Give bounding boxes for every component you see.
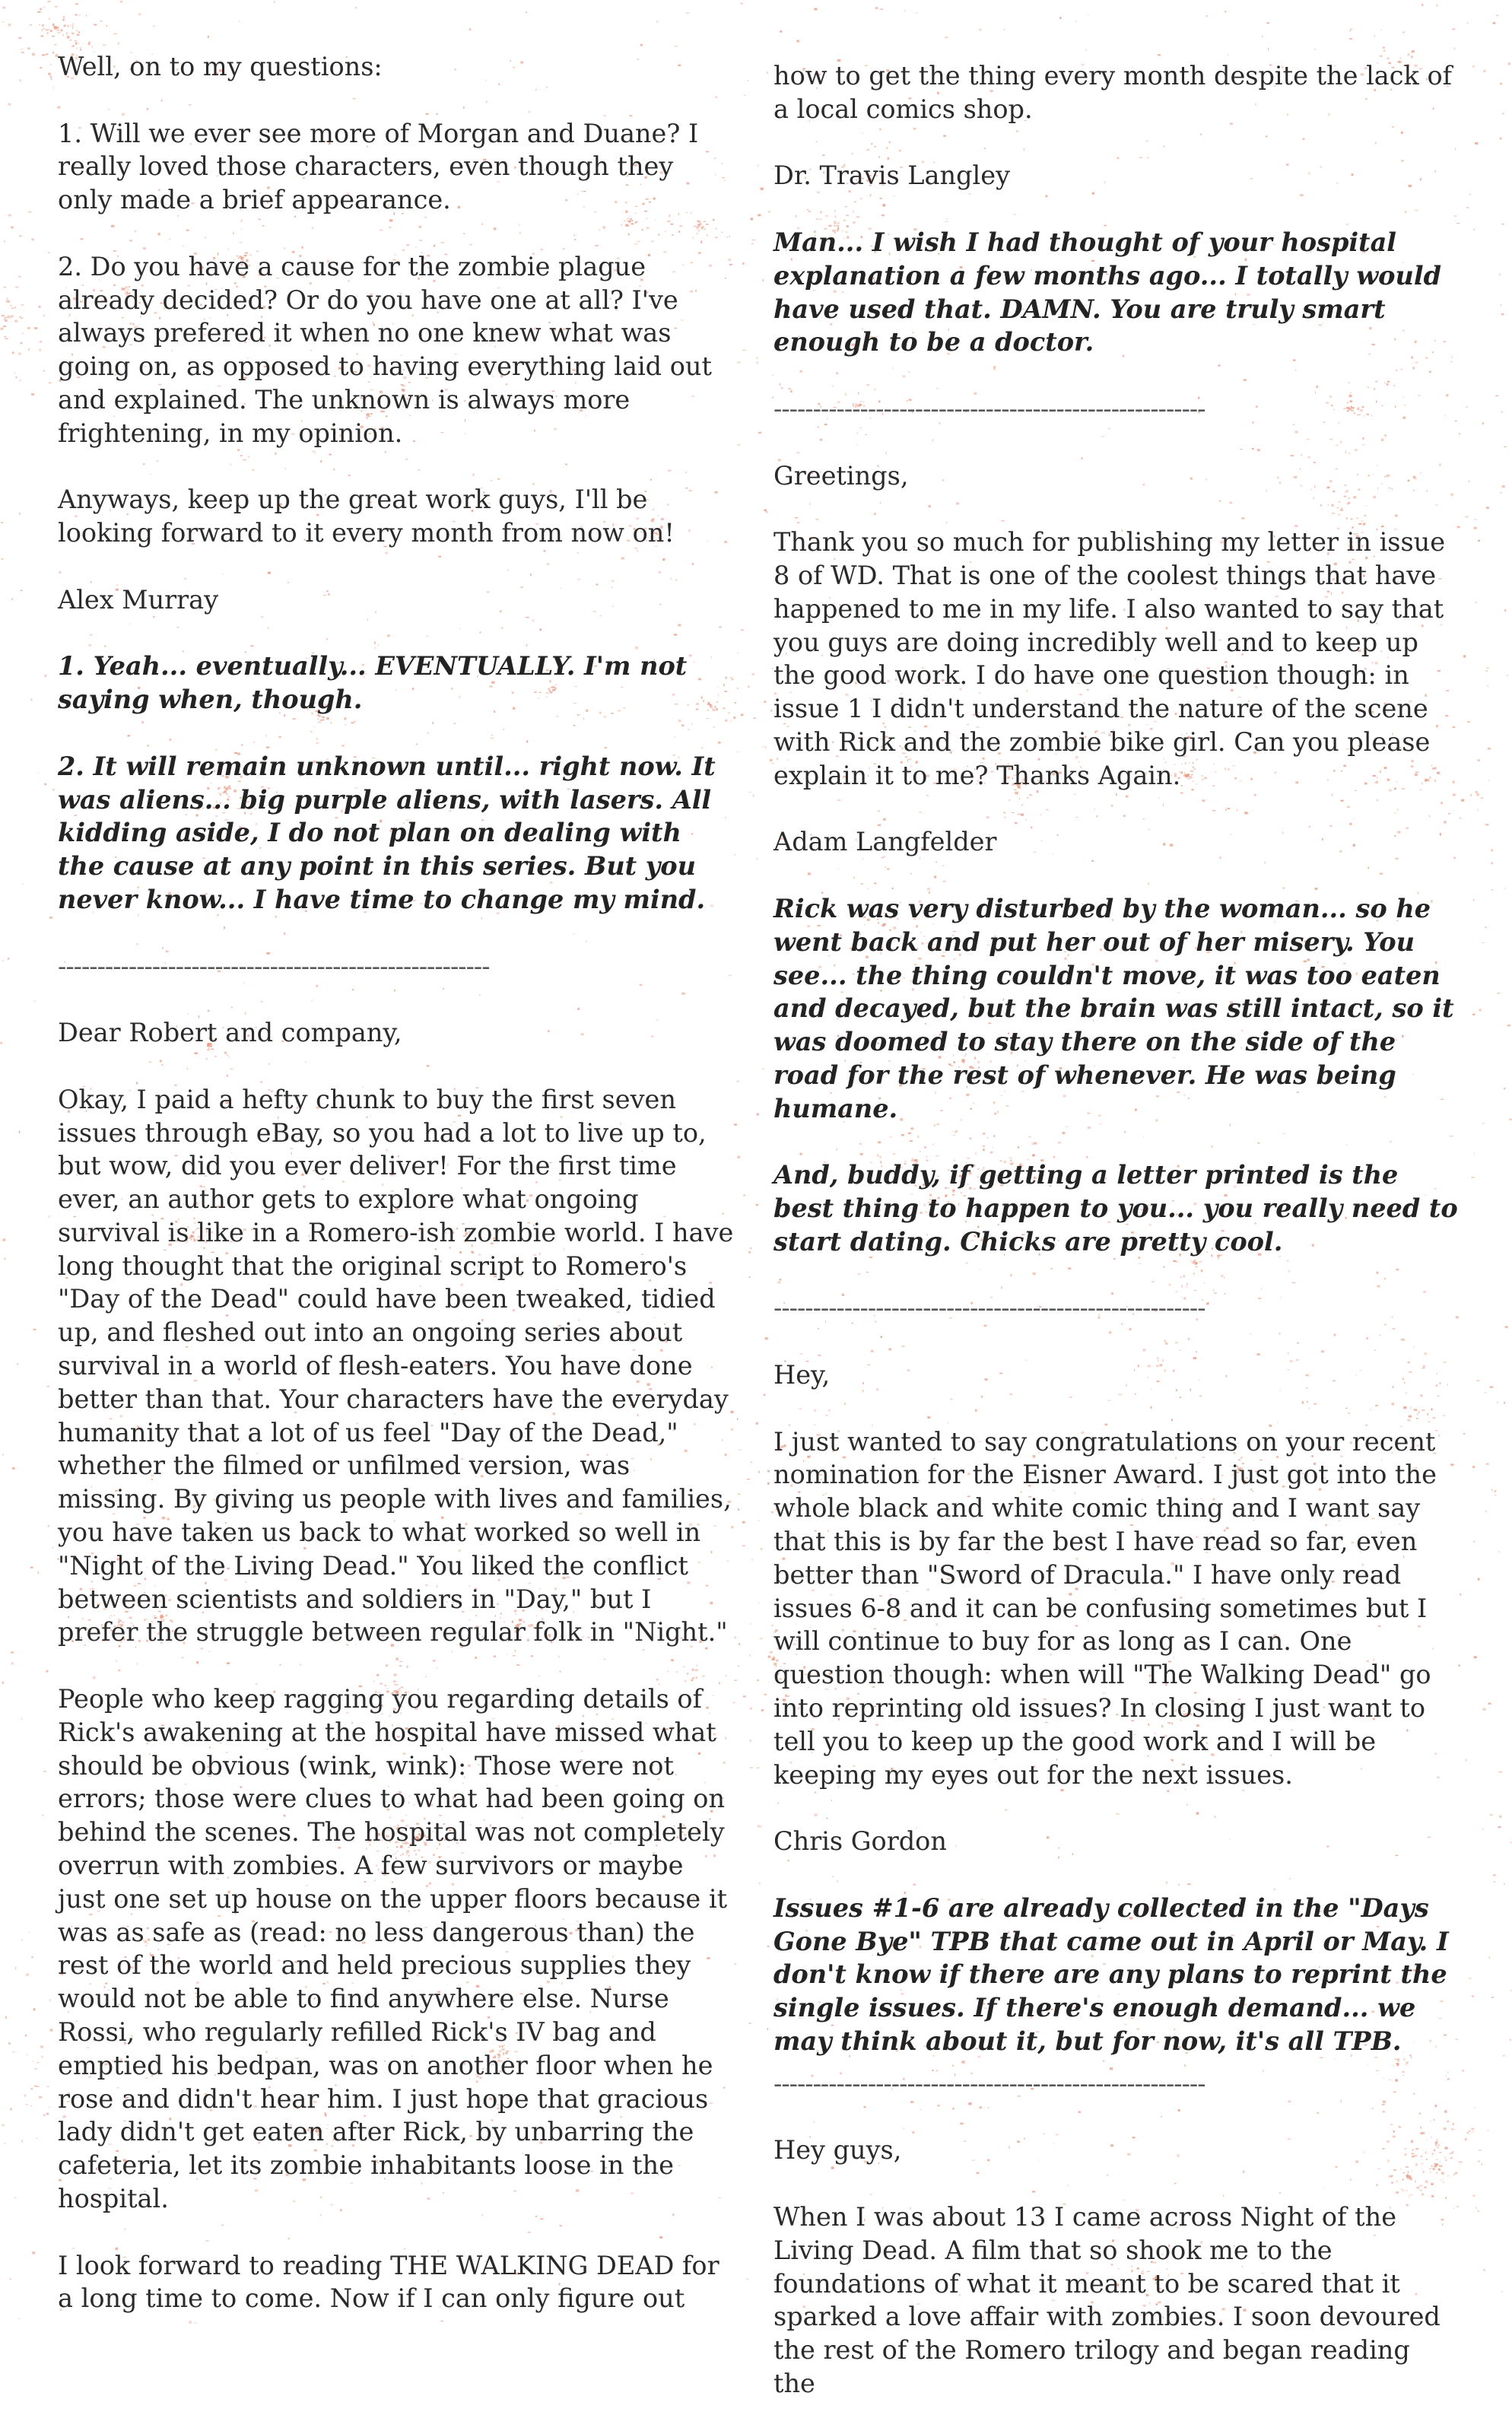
letter-paragraph: People who keep ragging you regarding details of Rick's awakening at the hospital have missed what should be obvious (wink, wink): Those were not errors; those were clues to what had been going on behind the scenes. The hospital was not completely overrun with zombies. A few survivors or maybe just one set up house on the upper floors because it was as safe as (read: no less dangerous than) the rest of the world and held precious supplies they would not be able to find anywhere else. Nurse Rossi, who regularly refilled Rick's IV bag and emptied his bedpan, was on another floor when he rose and didn't hear him. I just hope that gracious lady didn't get eaten after Rick, by unbarring the cafeteria, let its zombie inhabitants loose in the hospital. [58, 1684, 728, 2213]
letter-paragraph: Hey, [773, 1360, 831, 1390]
letter-paragraph: I just wanted to say congratulations on your recent nomination for the Eisner Award. I just got into the whole black and white comic thing and I want say that this is by far the best I have read so far, even better than "Sword of Dracula." I have only read issues 6-8 and it can be confusing sometimes but I will continue to buy for as long as I can. One question though: when will "The Walking Dead" go into reprinting old issues? In closing I just want to tell you to keep up the good work and I will be keeping my eyes out for the next issues. [773, 1426, 1437, 1790]
letter-signature: Dr. Travis Langley [773, 160, 1011, 191]
editor-reply: Issues #1-6 are already collected in the "Days Gone Bye" TPB that came out in April or May. I don't know if there are any plans to reprint the single issues. If there's enough demand... we may think about it, but for now, it's all TPB. [773, 1892, 1449, 2057]
letter-paragraph: Anyways, keep up the great work guys, I'll be looking forward to it every month from now on! [58, 485, 675, 548]
section-divider: ------------------------------------------------------- [773, 1293, 1205, 1323]
letter-paragraph: Okay, I paid a hefty chunk to buy the first seven issues through eBay, so you had a lot to live up to, but wow, did you ever deliver! For the first time ever, an author gets to explore what ongoing survival is like in a Romero-ish zombie world. I have long thought that the original script to Romero's "Day of the Dead" could have been tweaked, tidied up, and fleshed out into an ongoing series about survival in a world of flesh-eaters. You have done better than that. Your characters have the everyday humanity that a lot of us feel "Day of the Dead," whether the filmed or unfilmed version, was missing. By giving us people with lives and families, you have taken us back to what worked so well in "Night of the Living Dead." You liked the conflict between scientists and soldiers in "Day," but I prefer the struggle between regular folk in "Night." [58, 1084, 734, 1648]
editor-reply: Man... I wish I had thought of your hospital explanation a few months ago... I totally would have used that. DAMN. You are truly smart enough to be a doctor. [773, 227, 1442, 357]
section-divider: ------------------------------------------------------- [58, 951, 490, 981]
letter-paragraph: Hey guys, [773, 2135, 902, 2165]
left-column [58, 50, 735, 2349]
letter-paragraph: When I was about 13 I came across Night of the Living Dead. A film that so shook me to the foundations of what it meant to be scared that it sparked a love affair with zombies. I soon devoured the rest of the Romero trilogy and began reading the [773, 2202, 1441, 2398]
letter-paragraph: Well, on to my questions: [58, 52, 383, 81]
letter-paragraph: I look forward to reading THE WALKING DEAD for a long time to come. Now if I can only figure out [58, 2250, 719, 2314]
editor-reply: 1. Yeah... eventually... EVENTUALLY. I'm not saying when, though. [58, 651, 688, 715]
letter-paragraph: Thank you so much for publishing my letter in issue 8 of WD. That is one of the coolest things that have happened to me in my life. I also wanted to say that you guys are doing incredibly well and to keep up the good work. I do have one question though: in issue 1 I didn't understand the nature of the scene with Rick and the zombie bike girl. Can you please explain it to me? Thanks Again. [773, 527, 1446, 790]
letter-paragraph: 2. Do you have a cause for the zombie plague already decided? Or do you have one at all? I've always prefered it when no one knew what was going on, as opposed to having everything laid out and explained. The unknown is always more frightening, in my opinion. [58, 251, 712, 448]
letter-signature: Alex Murray [58, 584, 219, 615]
letter-paragraph: how to get the thing every month despite the lack of a local comics shop. [773, 61, 1453, 124]
section-divider: ------------------------------------------------------- [773, 393, 1205, 424]
editor-reply: And, buddy, if getting a letter printed is the best thing to happen to you... you really need to start dating. Chicks are pretty cool. [773, 1160, 1458, 1257]
letter-signature: Adam Langfelder [773, 827, 997, 857]
letter-paragraph: 1. Will we ever see more of Morgan and Duane? I really loved those characters, even though they only made a brief appearance. [58, 118, 699, 215]
right-column [773, 59, 1458, 2434]
editor-reply: 2. It will remain unknown until... right now. It was aliens... big purple aliens, with lasers. All kidding aside, I do not plan on dealing with the cause at any point in this series. But you never know... I have time to change my mind. [58, 751, 716, 914]
editor-reply: Rick was very disturbed by the woman... so he went back and put her out of her misery. You see... the thing couldn't move, it was too eaten and decayed, but the brain was still intact, so it was doomed to stay there on the side of the road for the rest of whenever. He was being humane. [773, 893, 1454, 1123]
section-divider: ------------------------------------------------------- [773, 2068, 1205, 2099]
letter-signature: Chris Gordon [773, 1826, 947, 1857]
letter-paragraph: Greetings, [773, 460, 909, 491]
letter-paragraph: Dear Robert and company, [58, 1018, 402, 1048]
